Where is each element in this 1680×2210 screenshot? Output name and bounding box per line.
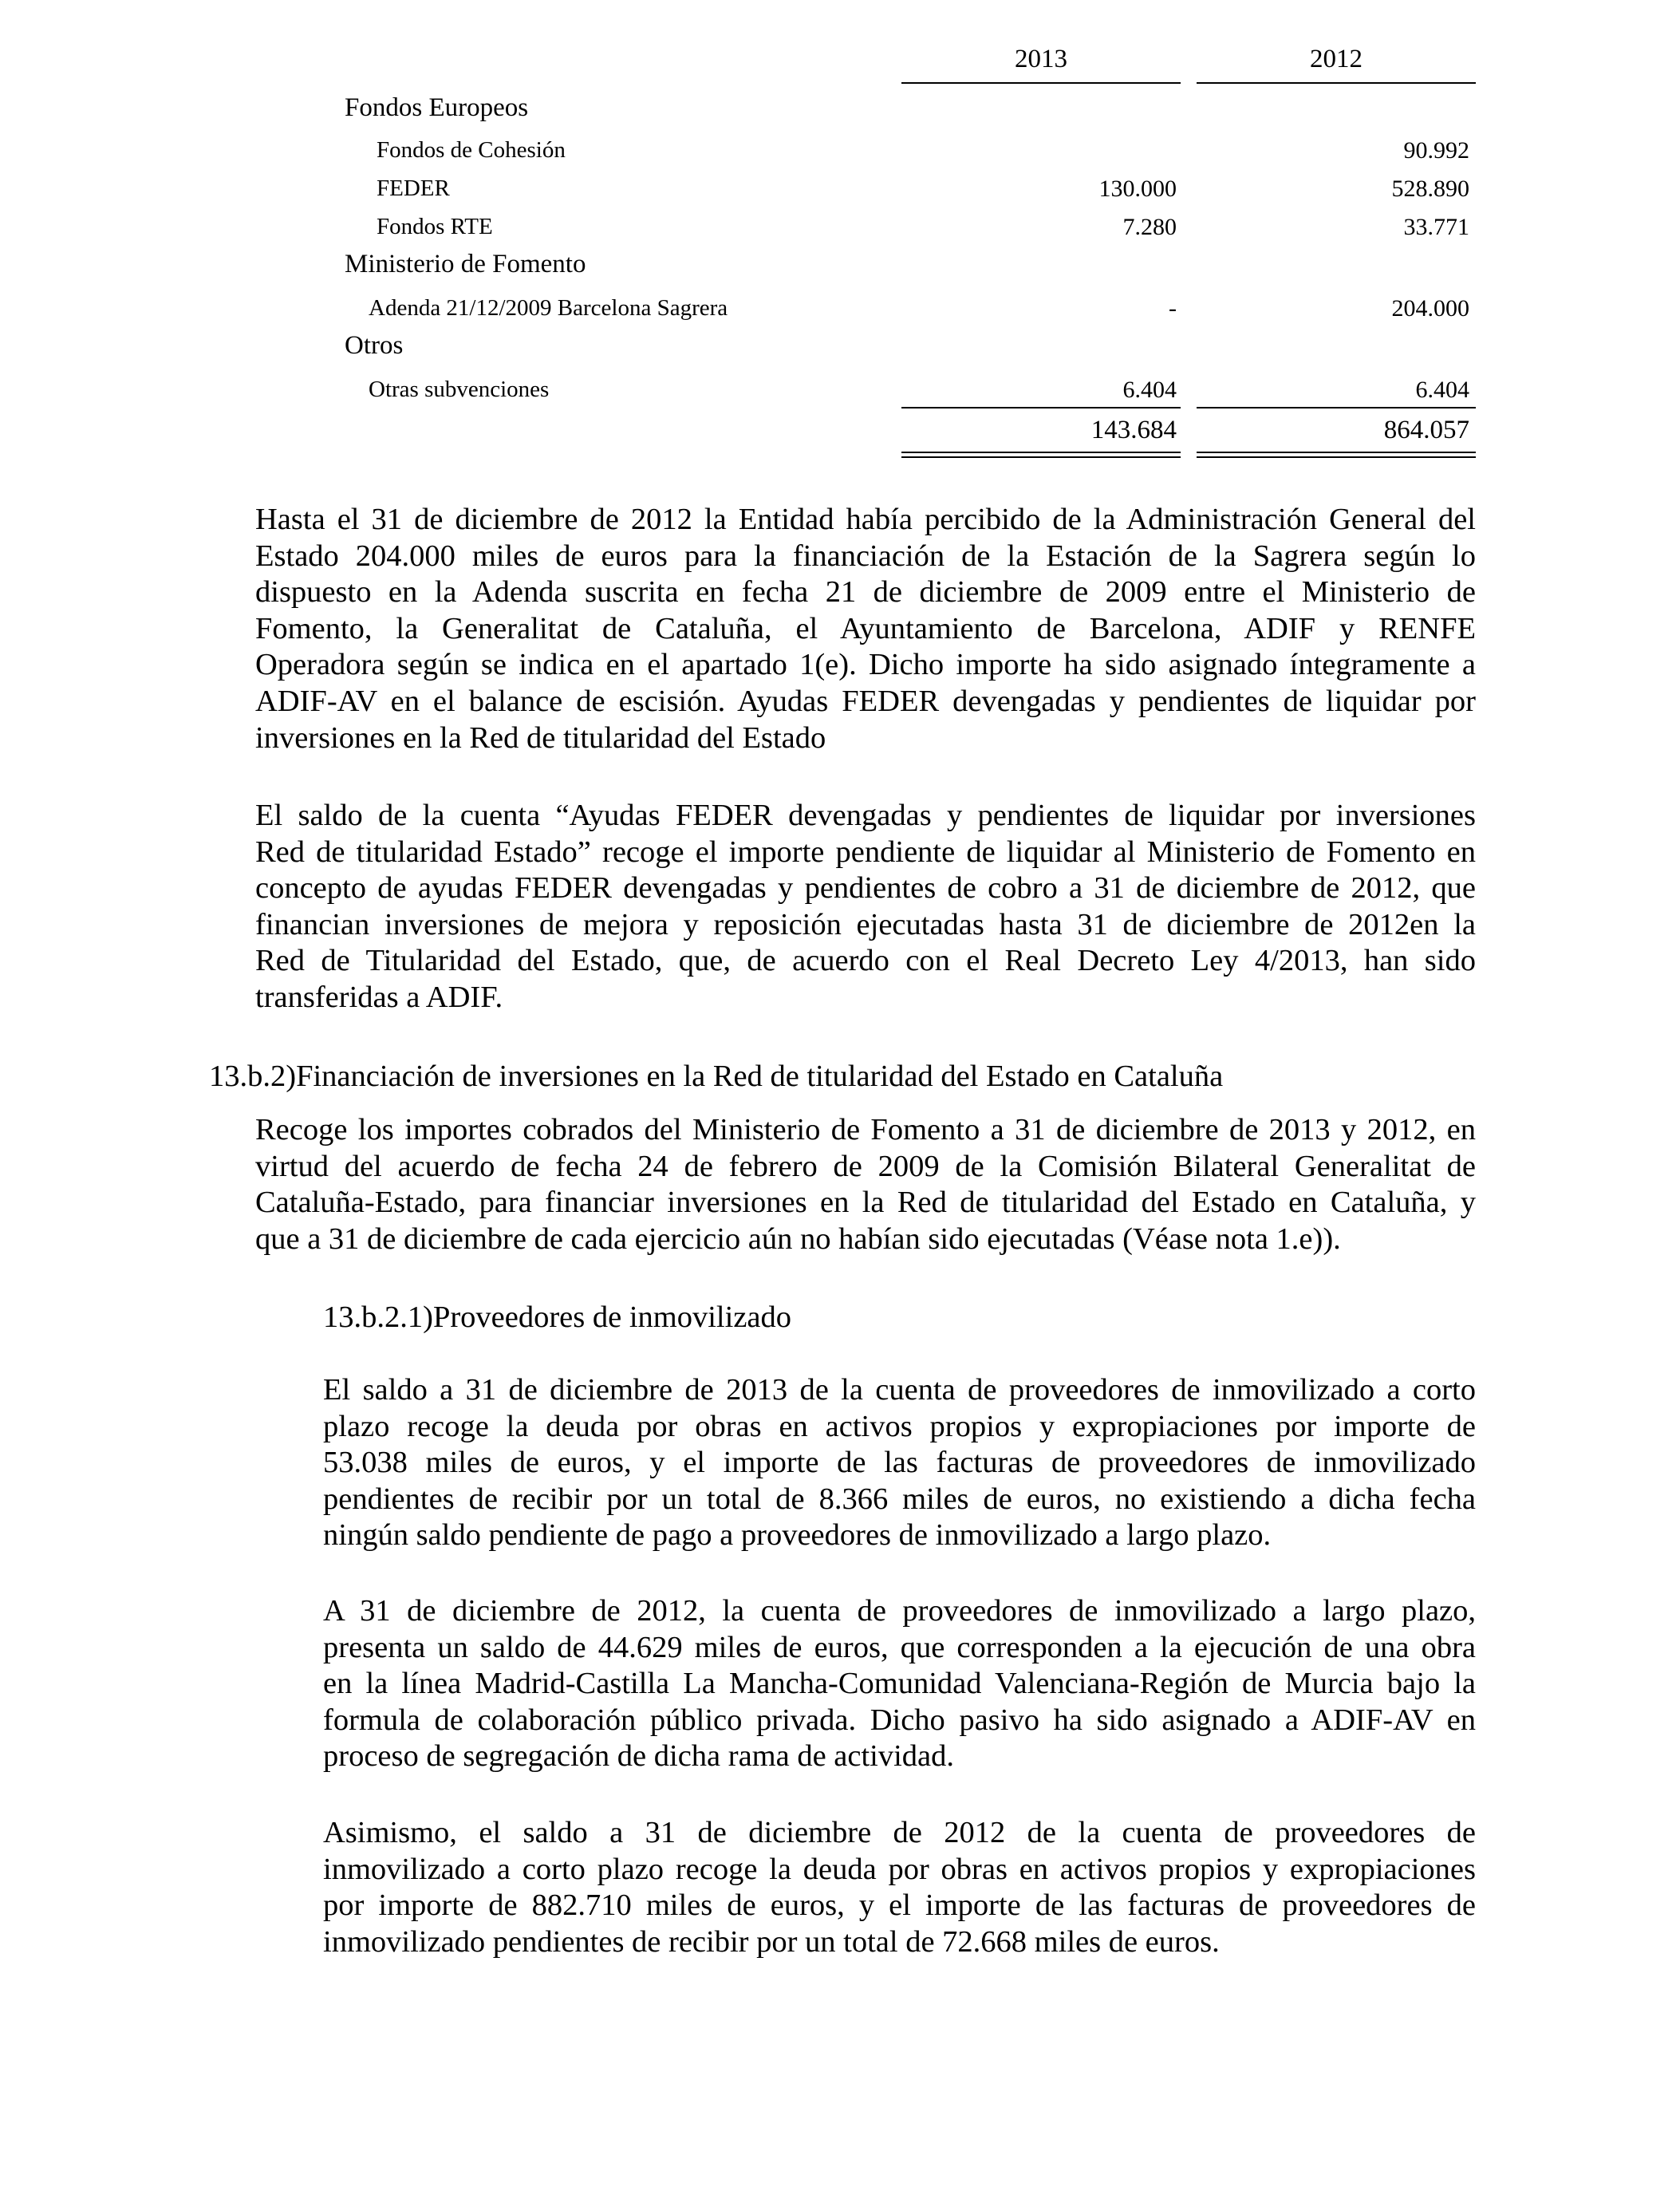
paragraph-sagrera-funding (255, 502, 1476, 756)
table-row (0, 212, 1680, 249)
text-line: virtud del acuerdo de fecha 24 de febrero de 2009 de la Comisión Bilateral Generalitat de (255, 1149, 1476, 1183)
paragraph-catalonia-funding (255, 1112, 1476, 1257)
text-line: Fomento, la Generalitat de Cataluña, el Ayuntamiento de Barcelona, ADIF y RENFE (255, 611, 1476, 645)
paragraph-suppliers-2012-long-term (323, 1593, 1476, 1775)
text-line: financian inversiones de mejora y reposición ejecutadas hasta 31 de diciembre de 2012en la (255, 907, 1476, 941)
value-2013: 130.000 (1098, 176, 1177, 202)
text-line: Hasta el 31 de diciembre de 2012 la Entidad había percibido de la Administración General del (255, 503, 1476, 536)
text-line: El saldo de la cuenta “Ayudas FEDER devengadas y pendientes de liquidar por inversiones (255, 799, 1476, 832)
text-line: Recoge los importes cobrados del Ministerio de Fomento a 31 de diciembre de 2013 y 2012, en (255, 1113, 1476, 1146)
section-heading-13b2: 13.b.2)Financiación de inversiones en la Red de titularidad del Estado en Cataluña (209, 1060, 1224, 1093)
value-2013: - (1169, 295, 1177, 322)
row-label: Fondos de Cohesión (377, 137, 566, 163)
table-row (0, 331, 1680, 368)
value-2012: 528.890 (1391, 176, 1469, 202)
text-line: plazo recoge la deuda por obras en activos propios y expropiaciones por importe de (323, 1409, 1476, 1443)
row-label: FEDER (377, 176, 450, 201)
row-label: Otros (345, 331, 404, 360)
text-line: El saldo a 31 de diciembre de 2013 de la cuenta de proveedores de inmovilizado a corto (323, 1373, 1476, 1407)
text-line: concepto de ayudas FEDER devengadas y pendientes de cobro a 31 de diciembre de 2012, que (255, 871, 1476, 906)
table-total-row (0, 416, 1680, 452)
text-line: ADIF-AV en el balance de escisión. Ayudas FEDER devengadas y pendientes de liquidar por (255, 684, 1476, 718)
text-line: transferidas a ADIF. (255, 980, 503, 1014)
text-line: formula de colaboración público privada. Dicho pasivo ha sido asignado a ADIF-AV en (323, 1703, 1476, 1737)
text-line: en la línea Madrid-Castilla La Mancha-Comunidad Valenciana-Región de Murcia bajo la (323, 1667, 1476, 1701)
text-line: Red de titularidad Estado” recoge el importe pendiente de liquidar al Ministerio de Fomento en (255, 835, 1476, 869)
text-line: inmovilizado pendientes de recibir por un total de 72.668 miles de euros. (323, 1924, 1220, 1959)
value-2012: 90.992 (1403, 137, 1469, 164)
total-double-line-2013-b (901, 456, 1181, 458)
value-2012: 6.404 (1415, 377, 1469, 403)
header-underline-2013 (901, 82, 1181, 84)
text-line: pendientes de recibir por un total de 8.366 miles de euros, no existiendo a dicha fecha (323, 1482, 1476, 1516)
table-row (0, 250, 1680, 286)
paragraph-feder-balance (255, 798, 1476, 1016)
value-2013: 6.404 (1122, 377, 1177, 403)
total-2013: 143.684 (1090, 416, 1177, 444)
text-line: inversiones en la Red de titularidad del Estado (255, 720, 826, 755)
table-row (0, 136, 1680, 172)
table-row (0, 294, 1680, 330)
total-double-line-2013-a (901, 452, 1181, 453)
value-2012: 33.771 (1403, 214, 1469, 240)
text-line: 53.038 miles de euros, y el importe de las facturas de proveedores de inmovilizado (323, 1446, 1476, 1480)
text-line: Operadora según se indica en el apartado 1(e). Dicho importe ha sido asignado íntegramente a (255, 648, 1476, 682)
row-label: Otras subvenciones (369, 377, 550, 402)
text-line: A 31 de diciembre de 2012, la cuenta de proveedores de inmovilizado a largo plazo, (323, 1594, 1476, 1628)
text-line: que a 31 de diciembre de cada ejercicio aún no habían sido ejecutadas (Véase nota 1.e)). (255, 1221, 1341, 1256)
value-2013: 7.280 (1122, 214, 1177, 240)
text-line: por importe de 882.710 miles de euros, y el importe de las facturas de proveedores de (323, 1888, 1476, 1923)
text-line: Cataluña-Estado, para financiar inversiones en la Red de titularidad del Estado en Cataluña, y (255, 1186, 1476, 1220)
total-double-line-2012-b (1197, 456, 1476, 458)
row-label: Fondos RTE (377, 214, 493, 239)
row-label: Adenda 21/12/2009 Barcelona Sagrera (369, 295, 728, 321)
row-label: Ministerio de Fomento (345, 250, 586, 278)
paragraph-suppliers-2013 (323, 1372, 1476, 1554)
row-label: Fondos Europeos (345, 93, 529, 122)
header-underline-2012 (1197, 82, 1476, 84)
section-heading-13b21: 13.b.2.1)Proveedores de inmovilizado (323, 1300, 791, 1334)
value-2012: 204.000 (1391, 295, 1469, 322)
text-line: presenta un saldo de 44.629 miles de euros, que corresponden a la ejecución de una obra (323, 1630, 1476, 1664)
text-line: Red de Titularidad del Estado, que, de acuerdo con el Real Decreto Ley 4/2013, han sido (255, 944, 1476, 978)
text-line: dispuesto en la Adenda suscrita en fecha 21 de diciembre de 2009 entre el Ministerio de (255, 575, 1476, 610)
text-line: Estado 204.000 miles de euros para la financiación de la Estación de la Sagrera según lo (255, 539, 1476, 573)
column-header-2013: 2013 (1015, 45, 1067, 73)
text-line: Asimismo, el saldo a 31 de diciembre de 2012 de la cuenta de proveedores de (323, 1816, 1476, 1849)
text-line: ningún saldo pendiente de pago a proveedores de inmovilizado a largo plazo. (323, 1518, 1272, 1553)
paragraph-suppliers-2012-short-term (323, 1815, 1476, 1960)
text-line: proceso de segregación de dicha rama de actividad. (323, 1739, 955, 1774)
text-line: inmovilizado a corto plazo recoge la deuda por obras en activos propios y expropiaciones (323, 1852, 1476, 1886)
total-double-line-2012-a (1197, 452, 1476, 453)
table-row (0, 174, 1680, 211)
column-header-2012: 2012 (1310, 45, 1363, 73)
subtotal-line-2013 (901, 407, 1181, 408)
table-row (0, 93, 1680, 130)
subtotal-line-2012 (1197, 407, 1476, 408)
total-2012: 864.057 (1383, 416, 1469, 444)
